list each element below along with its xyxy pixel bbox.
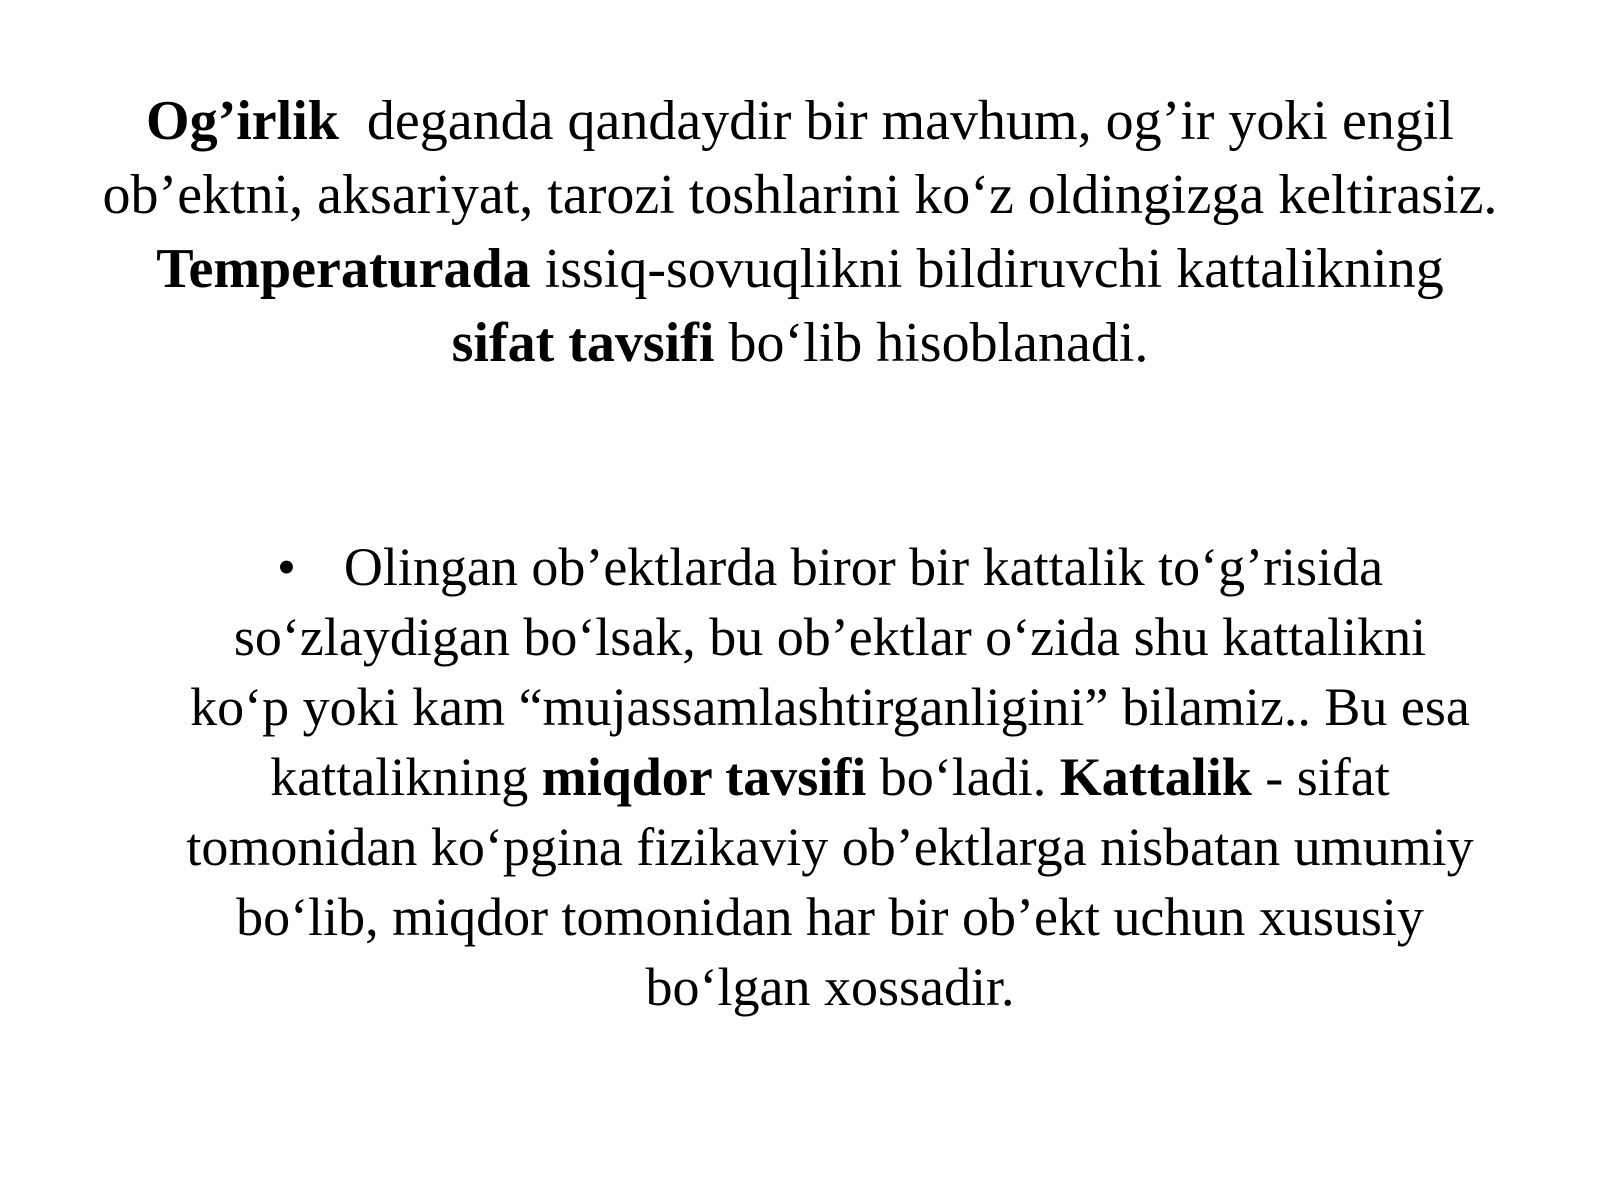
weight-definition: deganda qandaydir bir mavhum, og’ir yoki engil ob’ektni, aksariyat, tarozi toshlarini ko‘z oldingizga keltirasiz. [102,90,1498,226]
bullet-text-a: Olingan ob’ektlarda biror bir kattalik to‘g’risida so‘zlaydigan bo‘lsak, bu ob’ektlar o‘zida shu kattalikni ko‘p yoki kam “mujassamlashtirganligini” bilamiz.. Bu esa kattalikning [190,537,1470,807]
temperature-text-a: issiq-sovuqlikni bildiruvchi kattalikning [544,238,1444,300]
temperature-text-b: bo‘lib hisoblanadi. [728,312,1149,374]
quality-description: sifat tavsifi [451,312,715,374]
intro-paragraph-temperature [100,232,1500,380]
bullet-item [180,532,1480,1022]
term-temperature: Temperaturada [156,238,531,300]
bullet-marker: • [276,537,296,597]
bullet-paragraph [180,532,1480,1022]
intro-text [100,84,1500,380]
bullet-text-c: - sifat tomonidan ko‘pgina fizikaviy ob’ektlarga nisbatan umumiy bo‘lib, miqdor tomonidan har bir ob’ekt uchun xususiy bo‘lgan xossadir. [186,747,1474,1017]
quantity-description: miqdor tavsifi [541,747,867,807]
intro-paragraph-weight [100,84,1500,232]
term-weight: Og’irlik [146,90,339,152]
bullet-text-b: bo‘ladi. [879,747,1047,807]
term-quantity: Kattalik [1059,747,1252,807]
